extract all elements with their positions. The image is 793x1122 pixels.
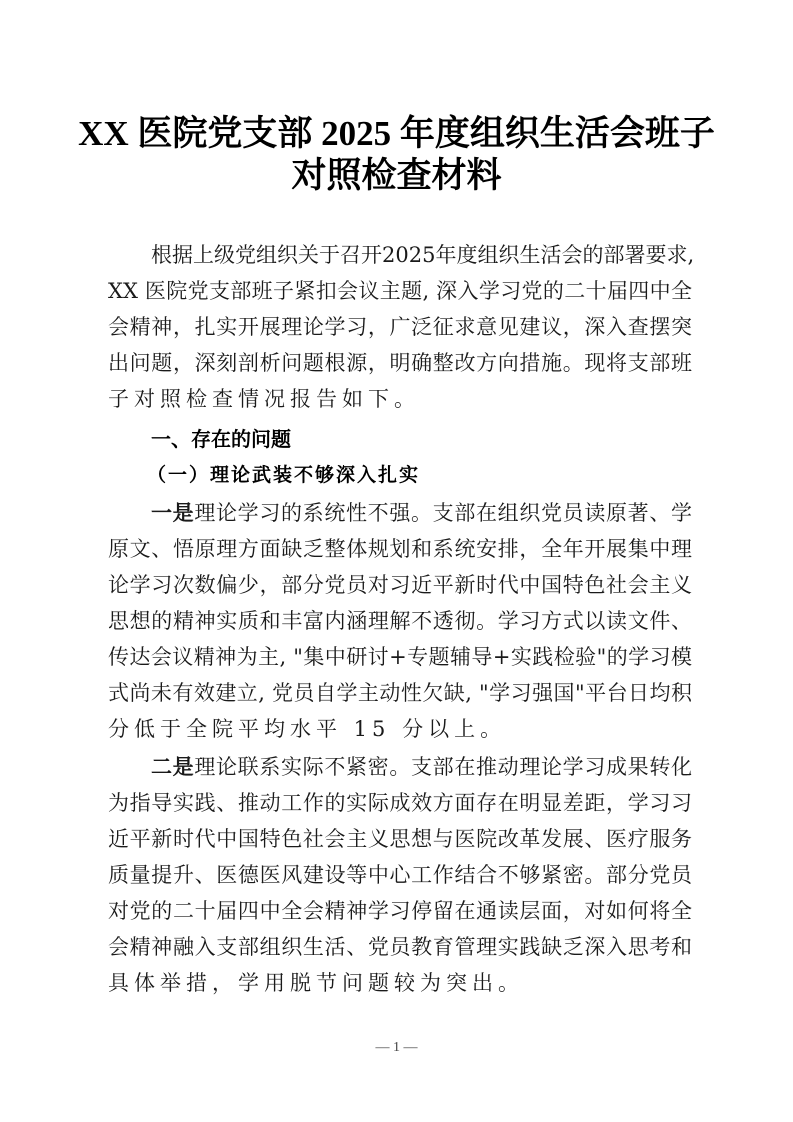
point-2-line: 为指导实践、推动工作的实际成效方面存在明显差距，学习习 (108, 791, 692, 815)
point-2-line: 对党的二十届四中全会精神学习停留在通读层面，对如何将全 (108, 899, 692, 923)
point-2-line (151, 749, 692, 785)
document-title-line-2: 对照检查材料 (291, 156, 502, 195)
intro-paragraph-line: 会精神，扎实开展理论学习，广泛征求意见建议，深入查摆突 (108, 315, 692, 339)
intro-paragraph-line: XX 医院党支部班子紧扣会议主题, 深入学习党的二十届四中全 (108, 279, 692, 303)
point-2-lead: 二是 (151, 754, 195, 779)
point-2-line: 近平新时代中国特色社会主义思想与医院改革发展、医疗服务 (108, 827, 692, 851)
point-1-line: 原文、悟原理方面缺乏整体规划和系统安排，全年开展集中理 (108, 537, 692, 561)
point-2-line: 质量提升、医德医风建设等中心工作结合不够紧密。部分党员 (108, 863, 692, 887)
point-1-lead: 一是 (151, 500, 195, 525)
subsection-heading: （一）理论武装不够深入扎实 (147, 464, 421, 486)
point-2-line: 具体举措，学用脱节问题较为突出。 (108, 971, 524, 995)
intro-paragraph-line: 根据上级党组织关于召开2025年度组织生活会的部署要求, (151, 243, 695, 267)
point-1-line (151, 495, 692, 531)
intro-paragraph-line: 出问题，深刻剖析问题根源，明确整改方向措施。现将支部班 (108, 351, 692, 375)
point-1-line: 论学习次数偏少，部分党员对习近平新时代中国特色社会主义 (108, 573, 692, 597)
point-1-line: 传达会议精神为主, "集中研讨+专题辅导+实践检验"的学习模 (108, 645, 692, 669)
section-heading: 一、存在的问题 (151, 427, 291, 451)
point-1-text: 理论学习的系统性不强。支部在组织党员读原著、学 (194, 501, 693, 525)
point-1-line: 分低于全院平均水平 15 分以上。 (108, 717, 507, 741)
intro-paragraph-line: 子对照检查情况报告如下。 (108, 387, 420, 411)
document-title-line-1: XX 医院党支部 2025 年度组织生活会班子 (78, 114, 715, 153)
point-2-text: 理论联系实际不紧密。支部在推动理论学习成果转化 (194, 755, 693, 779)
point-1-line: 式尚未有效建立, 党员自学主动性欠缺, "学习强国"平台日均积 (108, 681, 692, 705)
page-number: — 1 — (375, 1040, 418, 1055)
point-2-line: 会精神融入支部组织生活、党员教育管理实践缺乏深入思考和 (108, 935, 692, 959)
point-1-line: 思想的精神实质和丰富内涵理解不透彻。学习方式以读文件、 (108, 609, 692, 633)
